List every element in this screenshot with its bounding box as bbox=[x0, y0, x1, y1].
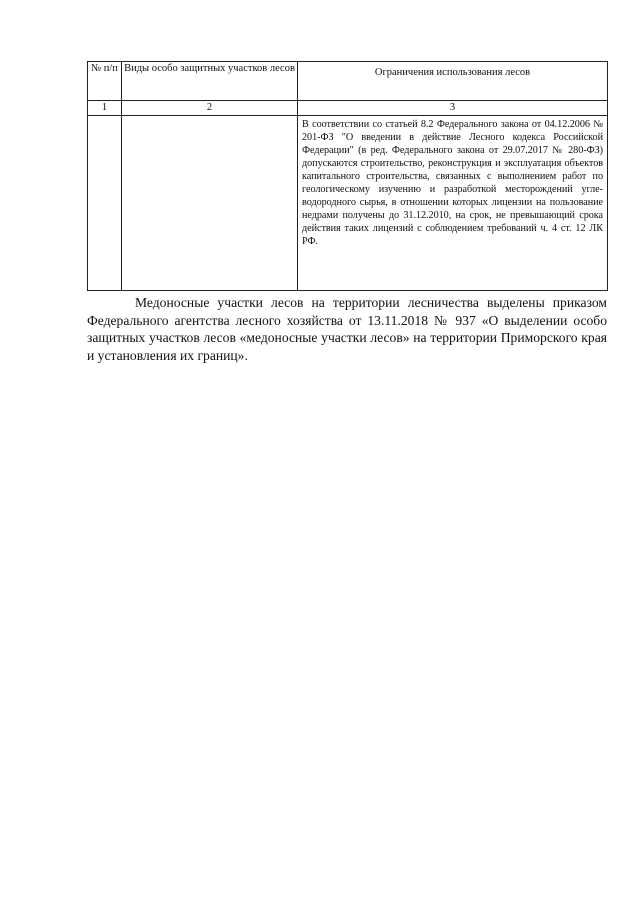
cell-restriction-text: В соответствии со статьей 8.2 Федерального закона от 04.12.2006 № 201-ФЗ "О введении в действие Лесного кодекса Российской Федерации" (в ред. Федерального закона от 29.07.2017 № 280-ФЗ) допускаются строительство, реконструкция и эксплуатация объектов капитального строительства, связанных с выполнением работ по геологическому изучению и разработкой месторождений угле-водородного сырья, в отношении которых лицензии на пользование недрами получены до 31.12.2010, на срок, не превышающий срока действия таких лицензий с соблюдением требований ч. 4 ст. 12 ЛК РФ. bbox=[298, 116, 608, 291]
column-number-1: 1 bbox=[88, 101, 122, 116]
cell-forest-type bbox=[122, 116, 298, 291]
column-number-3: 3 bbox=[298, 101, 608, 116]
table-column-number-row bbox=[88, 101, 608, 116]
column-number-2: 2 bbox=[122, 101, 298, 116]
table-header-row bbox=[88, 62, 608, 101]
header-number: № п/п bbox=[88, 62, 122, 101]
table-row bbox=[88, 116, 608, 291]
restrictions-table bbox=[87, 61, 608, 291]
header-forest-types: Виды особо защитных участков лесов bbox=[122, 62, 298, 101]
header-restrictions: Ограничения использования лесов bbox=[298, 62, 608, 101]
body-paragraph: Медоносные участки лесов на территории лесничества выделены приказом Федерального агентства лесного хозяйства от 13.11.2018 № 937 «О выделении особо защитных участков лесов «медоносные участки лесов» на территории Приморского края и установления их границ». bbox=[87, 295, 607, 363]
cell-number bbox=[88, 116, 122, 291]
